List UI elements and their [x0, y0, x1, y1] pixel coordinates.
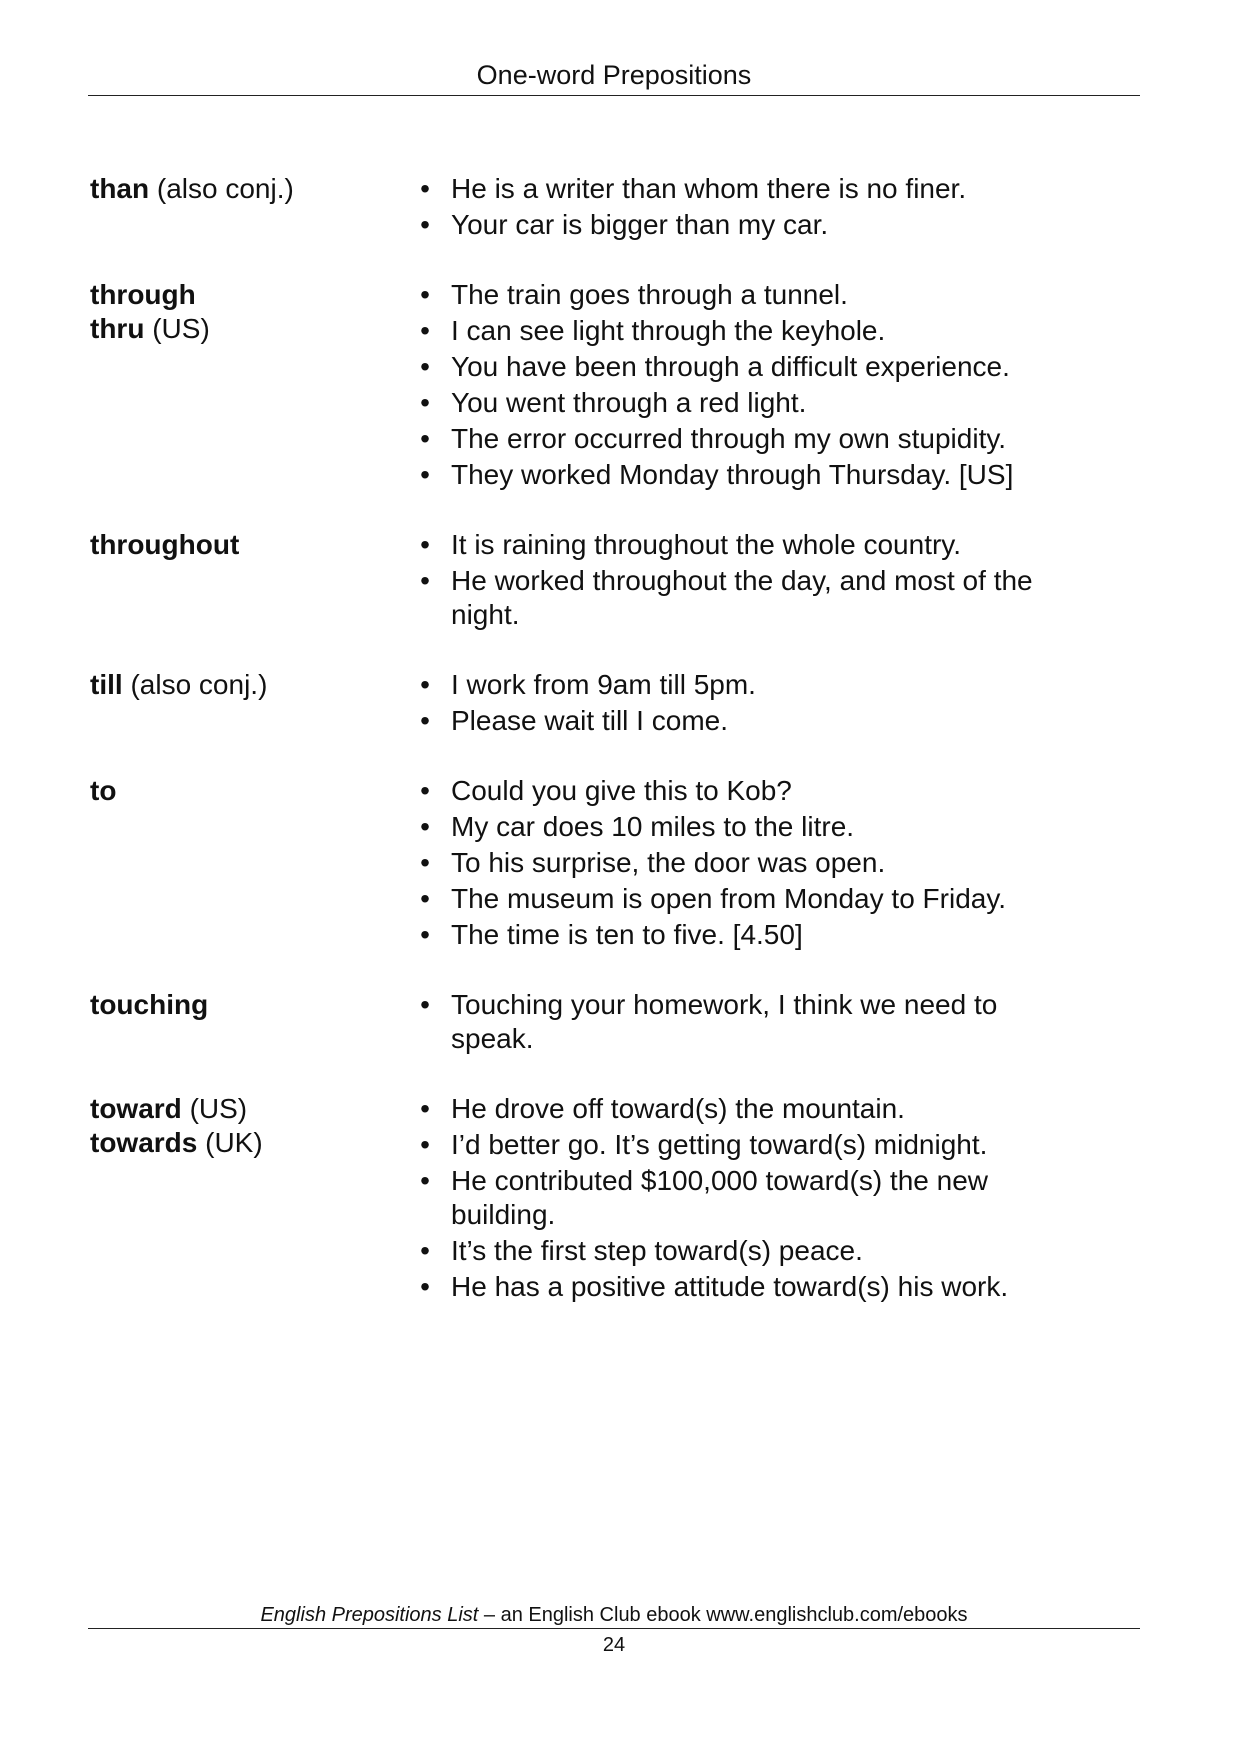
example-text: It’s the first step toward(s) peace.: [451, 1235, 863, 1266]
entry-than: [90, 172, 1090, 244]
term-word: than: [90, 173, 150, 204]
example-text: He is a writer than whom there is no finer.: [451, 173, 967, 204]
term-line: [90, 172, 415, 206]
bullet-icon: •: [420, 989, 430, 1020]
term-note: (US): [189, 1093, 248, 1124]
bullet-icon: •: [420, 1235, 430, 1266]
example-item: [415, 918, 1075, 952]
bullet-icon: •: [420, 705, 430, 736]
example-text: I work from 9am till 5pm.: [451, 669, 756, 700]
example-text: They worked Monday through Thursday. [US]: [451, 459, 1014, 490]
bullet-icon: •: [420, 919, 430, 950]
bullet-icon: •: [420, 1165, 430, 1196]
entry-toward: [90, 1092, 1090, 1306]
term-line: [90, 988, 415, 1022]
example-text: I’d better go. It’s getting toward(s) midnight.: [451, 1129, 988, 1160]
example-item: [415, 208, 1075, 242]
example-item: [415, 386, 1075, 420]
example-item: [415, 810, 1075, 844]
bullet-icon: •: [420, 883, 430, 914]
example-item: [415, 350, 1075, 384]
term-word: to: [90, 775, 117, 806]
example-item: [415, 528, 1075, 562]
example-text: He drove off toward(s) the mountain.: [451, 1093, 905, 1124]
example-text: He contributed $100,000 toward(s) the new building.: [451, 1165, 988, 1230]
example-text: Could you give this to Kob?: [451, 775, 792, 806]
entry-touching: [90, 988, 1090, 1058]
bullet-icon: •: [420, 1093, 430, 1124]
term-word: towards: [90, 1127, 198, 1158]
bullet-icon: •: [420, 351, 430, 382]
example-item: [415, 704, 1075, 738]
example-list: [415, 1092, 1075, 1306]
example-item: [415, 1092, 1075, 1126]
example-list: [415, 172, 1075, 244]
page-header-title: One-word Prepositions: [476, 60, 752, 90]
example-list: [415, 528, 1075, 634]
bullet-icon: •: [420, 669, 430, 700]
bullet-icon: •: [420, 565, 430, 596]
term-note: (UK): [205, 1127, 263, 1158]
term-word: till: [90, 669, 123, 700]
entry-through: [90, 278, 1090, 494]
bullet-icon: •: [420, 315, 430, 346]
entry-till: [90, 668, 1090, 740]
entry-throughout: [90, 528, 1090, 634]
term-word: toward: [90, 1093, 182, 1124]
example-item: [415, 1128, 1075, 1162]
entry-terms: [90, 1092, 415, 1160]
bullet-icon: •: [420, 529, 430, 560]
example-text: The time is ten to five. [4.50]: [451, 919, 803, 950]
entry-terms: [90, 172, 415, 206]
example-text: He worked throughout the day, and most of the night.: [451, 565, 1033, 630]
page-number: 24: [602, 1634, 626, 1656]
example-text: To his surprise, the door was open.: [451, 847, 886, 878]
preposition-list: [90, 172, 1090, 1340]
example-list: [415, 774, 1075, 954]
example-text: The museum is open from Monday to Friday.: [451, 883, 1007, 914]
example-item: [415, 422, 1075, 456]
entry-terms: [90, 668, 415, 702]
term-line: [90, 528, 415, 562]
example-text: My car does 10 miles to the litre.: [451, 811, 855, 842]
bullet-icon: •: [420, 173, 430, 204]
example-text: The train goes through a tunnel.: [451, 279, 848, 310]
example-item: [415, 564, 1075, 632]
entry-terms: [90, 988, 415, 1022]
bullet-icon: •: [420, 775, 430, 806]
bullet-icon: •: [420, 1271, 430, 1302]
term-note: (also conj.): [130, 669, 268, 700]
example-item: [415, 774, 1075, 808]
bullet-icon: •: [420, 459, 430, 490]
entry-terms: [90, 774, 415, 808]
bullet-icon: •: [420, 423, 430, 454]
term-word: through: [90, 279, 196, 310]
example-text: Your car is bigger than my car.: [451, 209, 829, 240]
example-list: [415, 668, 1075, 740]
example-item: [415, 314, 1075, 348]
example-text: The error occurred through my own stupidity.: [451, 423, 1007, 454]
entry-terms: [90, 278, 415, 346]
example-item: [415, 668, 1075, 702]
example-item: [415, 846, 1075, 880]
footer-divider: [88, 1628, 1140, 1629]
example-item: [415, 1270, 1075, 1304]
example-text: You have been through a difficult experience.: [451, 351, 1010, 382]
term-line: [90, 312, 415, 346]
example-item: [415, 1164, 1075, 1232]
example-item: [415, 278, 1075, 312]
footer-source: [88, 1603, 1140, 1627]
term-word: thru: [90, 313, 145, 344]
example-list: [415, 278, 1075, 494]
example-item: [415, 458, 1075, 492]
example-list: [415, 988, 1075, 1058]
example-text: I can see light through the keyhole.: [451, 315, 886, 346]
term-line: [90, 1092, 415, 1126]
term-line: [90, 668, 415, 702]
example-text: He has a positive attitude toward(s) his work.: [451, 1271, 1009, 1302]
footer-source-text: – an English Club ebook www.englishclub.com/ebooks: [478, 1604, 968, 1626]
header-divider: [88, 95, 1140, 96]
bullet-icon: •: [420, 847, 430, 878]
example-text: Touching your homework, I think we need to speak.: [451, 989, 998, 1054]
example-item: [415, 172, 1075, 206]
term-line: [90, 774, 415, 808]
footer-book-title: English Prepositions List: [260, 1604, 479, 1626]
term-line: [90, 1126, 415, 1160]
example-item: [415, 1234, 1075, 1268]
bullet-icon: •: [420, 387, 430, 418]
example-item: [415, 882, 1075, 916]
term-note: (US): [152, 313, 210, 344]
example-item: [415, 988, 1075, 1056]
bullet-icon: •: [420, 279, 430, 310]
example-text: Please wait till I come.: [451, 705, 728, 736]
entry-to: [90, 774, 1090, 954]
bullet-icon: •: [420, 209, 430, 240]
entry-terms: [90, 528, 415, 562]
term-word: throughout: [90, 529, 240, 560]
bullet-icon: •: [420, 811, 430, 842]
term-line: [90, 278, 415, 312]
example-text: It is raining throughout the whole country.: [451, 529, 962, 560]
bullet-icon: •: [420, 1129, 430, 1160]
term-word: touching: [90, 989, 209, 1020]
example-text: You went through a red light.: [451, 387, 807, 418]
term-note: (also conj.): [156, 173, 294, 204]
